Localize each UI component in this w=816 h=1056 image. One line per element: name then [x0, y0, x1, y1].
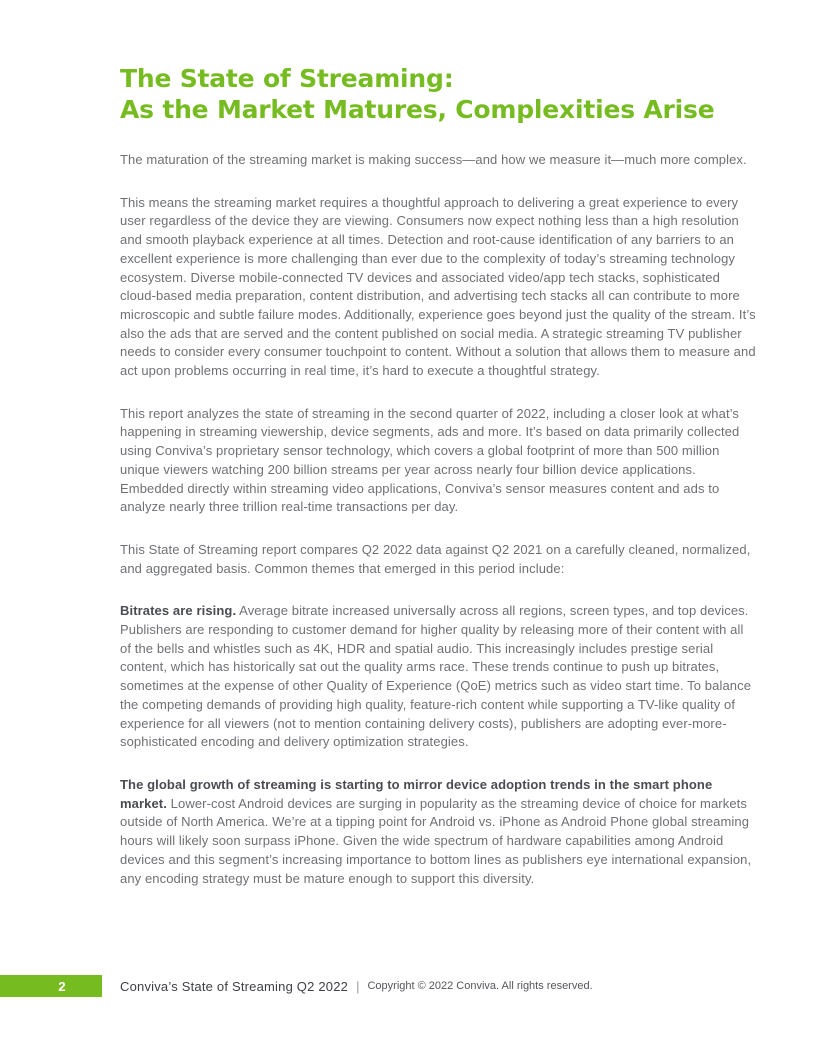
paragraph-lead-android: The global growth of streaming is starting to mirror device adoption trends in the smart phone market.: [120, 776, 713, 811]
bitrates-paragraph: [120, 602, 758, 752]
page-content: [120, 63, 758, 912]
market-requires-paragraph: This means the streaming market requires a thoughtful approach to delivering a great experience to every user regardless of the device they are viewing. Consumers now expect nothing less than a high resolution and smooth playback experience at all times. Detection and root-cause identification of any barriers to an excellent experience is more challenging than ever due to the complexity of today’s streaming technology ecosystem. Diverse mobile-connected TV devices and associated video/app tech stacks, sophisticated cloud-based media preparation, content distribution, and advertising tech stacks all can contribute to more microscopic and subtle failure modes. Additionally, experience goes beyond just the quality of the stream. It’s also the ads that are served and the content published on social media. A strategic streaming TV publisher needs to consider every consumer touchpoint to content. Without a solution that allows them to measure and act upon problems occurring in real time, it’s hard to execute a thoughtful strategy.: [120, 194, 756, 379]
page-title-line2: As the Market Matures, Complexities Arise: [120, 95, 715, 124]
page-number-badge: 2: [0, 975, 102, 997]
footer-report-title: Conviva’s State of Streaming Q2 2022: [120, 978, 349, 994]
footer-copyright: Copyright © 2022 Conviva. All rights reserved.: [367, 980, 593, 992]
paragraph-text-android: Lower-cost Android devices are surging in popularity as the streaming device of choice for markets outside of North America. We’re at a tipping point for Android vs. iPhone as Android Phone global streaming hours will likely soon surpass iPhone. Given the wide spectrum of hardware capabilities among Android devices and this segment’s increasing importance to bottom lines as publishers eye international expansion, any encoding strategy must be mature enough to support this diversity.: [120, 795, 752, 886]
page-footer: [0, 975, 816, 997]
android-growth-paragraph: [120, 776, 758, 888]
page-title-line1: The State of Streaming:: [120, 64, 454, 93]
intro-paragraph: The maturation of the streaming market is making success—and how we measure it—much more complex.: [120, 152, 747, 167]
comparison-paragraph: This State of Streaming report compares Q2 2022 data against Q2 2021 on a carefully cleaned, normalized, and aggregated basis. Common themes that emerged in this period include:: [120, 541, 751, 576]
page-title: [120, 63, 758, 125]
footer-separator: |: [356, 978, 360, 994]
paragraph-lead-bitrates: Bitrates are rising.: [120, 603, 237, 619]
paragraph-text-bitrates: Average bitrate increased universally across all regions, screen types, and top devices. Publishers are responding to customer demand for higher quality by releasing more of their content with all of the bells and whistles such as 4K, HDR and spatial audio. This increasingly includes prestige serial content, which has historically sat out the quality arms race. These trends continue to push up bitrates, sometimes at the expense of other Quality of Experience (QoE) metrics such as video start time. To balance the competing demands of providing high quality, feature-rich content while supporting a TV-like quality of experience for all viewers (not to mention containing delivery costs), publishers are adopting ever-more-sophisticated encoding and delivery optimization strategies.: [120, 603, 752, 750]
report-analyzes-paragraph: This report analyzes the state of streaming in the second quarter of 2022, including a closer look at what’s happening in streaming viewership, device segments, ads and more. It’s based on data primarily collected using Conviva’s proprietary sensor technology, which covers a global footprint of more than 500 million unique viewers watching 200 billion streams per year across nearly four billion device applications. Embedded directly within streaming video applications, Conviva’s sensor measures content and ads to analyze nearly three trillion real-time transactions per day.: [120, 405, 740, 515]
footer-text: [120, 979, 593, 994]
